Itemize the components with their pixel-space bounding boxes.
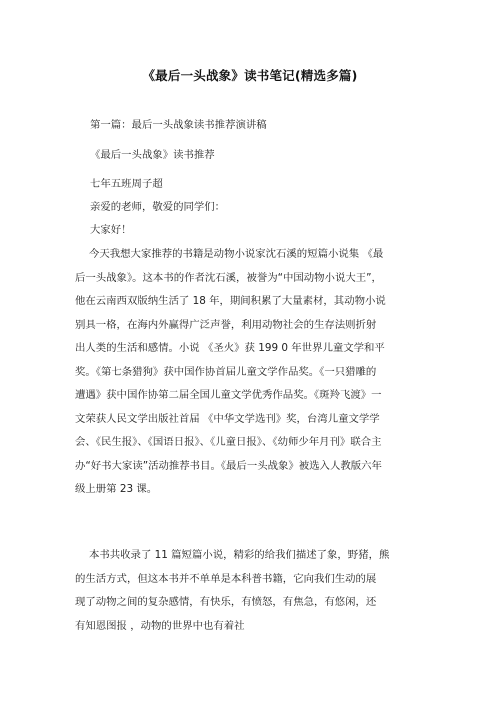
paragraph-line: 会、《民生报》、《国语日报》、《儿童日报》、《幼师少年月刊》联合主 (75, 436, 382, 448)
paragraph-line: 奖。《第七条猎狗》获中国作协首届儿童文学作品奖。《一只猎雕的 (75, 365, 377, 378)
book-recommendation-heading: 《最后一头战象》读书推荐 (90, 149, 215, 161)
paragraph-line: 遭遇》获中国作协第二届全国儿童文学优秀作品奖。《斑羚飞渡》一 (75, 389, 382, 401)
paragraph-line: 后一头战象》。这本书的作者沈石溪，被誉为“中国动物小说大王”， (75, 271, 382, 284)
greeting: 大家好！ (90, 224, 132, 236)
body-paragraph-2 (75, 544, 435, 638)
paragraph-line: 今天我想大家推荐的书籍是动物小说家沈石溪的短篇小说集 《最 (89, 248, 384, 260)
paragraph-line: 有知恩图报 ，动物的世界中也有着社 (75, 619, 245, 632)
paragraph-line: 级上册第 23 课。 (75, 483, 158, 495)
paragraph-line: 他在云南西双版纳生活了 18 年，期间积累了大量素材，其动物小说 (75, 295, 386, 307)
document-title: 《最后一头战象》读书笔记(精选多篇) (142, 68, 358, 83)
section-heading: 第一篇：最后一头战象读书推荐演讲稿 (90, 119, 267, 131)
paragraph-line: 文荣获人民文学出版社首届 《中华文学选刊》奖，台湾儿童文学学 (75, 412, 380, 425)
salutation: 亲爱的老师，敬爱的同学们： (90, 201, 226, 213)
paragraph-line: 现了动物之间的复杂感情，有快乐，有愤怒，有焦急，有悠闲，还 (75, 596, 377, 608)
paragraph-line: 办“好书大家读”活动推荐书目。《最后一头战象》被选入人教版六年 (75, 459, 382, 472)
paragraph-line: 的生活方式，但这本书并不单单是本科普书籍，它向我们生动的展 (75, 572, 377, 585)
paragraph-line: 出人类的生活和感情。小说 《圣火》获 199 0 年世界儿童文学和平 (75, 342, 385, 354)
author-line: 七年五班周子超 (90, 178, 163, 190)
paragraph-line: 本书共收录了 11 篇短篇小说，精彩的给我们描述了象，野猪，熊 (89, 549, 390, 561)
paragraph-line: 别具一格，在海内外赢得广泛声誉，利用动物社会的生存法则折射 (75, 318, 377, 331)
body-paragraph-1 (75, 243, 435, 502)
